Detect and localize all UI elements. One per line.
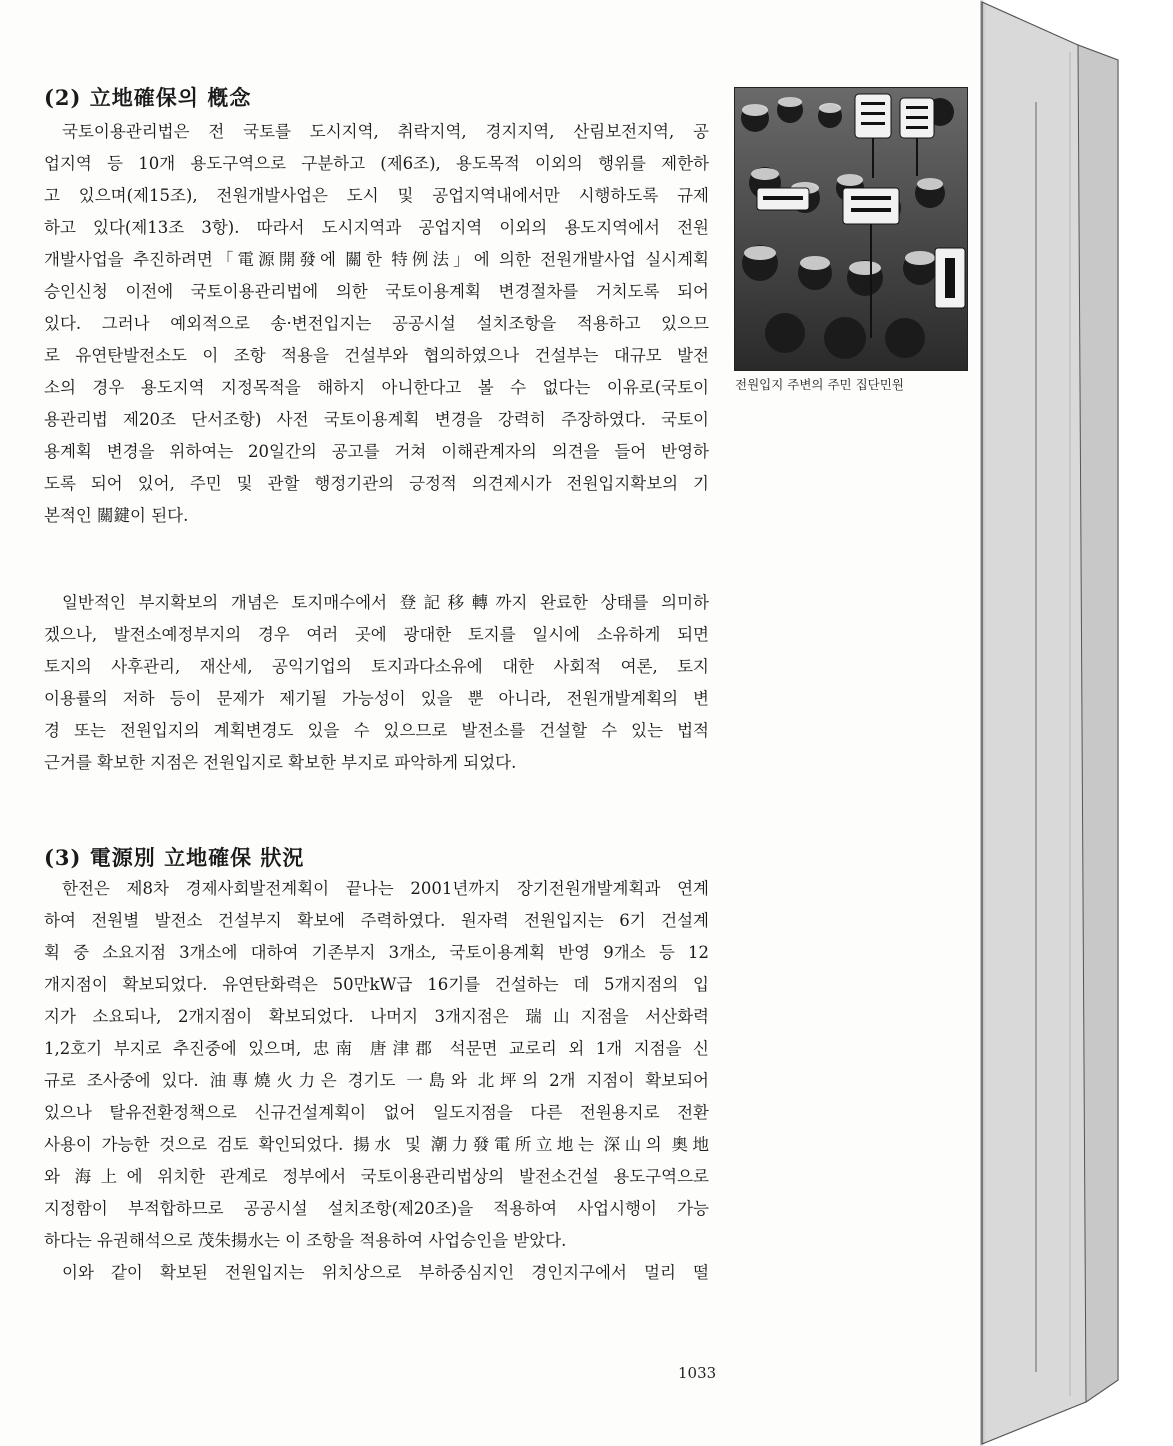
section-heading-3: (3) 電源別 立地確保 狀況 <box>44 845 305 870</box>
text-line: 로 유연탄발전소도 이 조항 적용을 건설부와 협의하였으나 건설부는 대규모 발전 <box>44 346 709 365</box>
text-line: 겠으나, 발전소예정부지의 경우 여러 곳에 광대한 토지를 일시에 소유하게 되면 <box>44 625 709 644</box>
text-line: 고 있으며(제15조), 전원개발사업은 도시 및 공업지역내에서만 시행하도록 규제 <box>44 186 709 205</box>
text-line: 용관리법 제20조 단서조항) 사전 국토이용계획 변경을 강력히 주장하였다. 국토이 <box>44 410 709 429</box>
text-line: 규로 조사중에 있다. 油專燒火力은 경기도 一島와 北坪의 2개 지점이 확보되어 <box>44 1071 709 1090</box>
text-line: 도록 되어 있어, 주민 및 관할 행정기관의 긍정적 의견제시가 전원입지확보의 기 <box>44 474 709 493</box>
text-line: 용계획 변경을 위하여는 20일간의 공고를 거쳐 이해관계자의 의견을 들어 반영하 <box>44 442 709 461</box>
section-heading-2: (2) 立地確保의 槪念 <box>44 85 252 110</box>
section-3-paragraph-1 <box>44 873 709 1289</box>
text-line: 획 중 소요지점 3개소에 대하여 기존부지 3개소, 국토이용계획 반영 9개소 등 12 <box>44 943 709 962</box>
text-line: 근거를 확보한 지점은 전원입지로 확보한 부지로 파악하게 되었다. <box>44 753 517 772</box>
text-line: 소의 경우 용도지역 지정목적을 해하지 아니한다고 볼 수 없다는 이유로(국토이 <box>44 378 709 397</box>
photo-caption: 전원입지 주변의 주민 집단민원 <box>735 377 904 392</box>
text-line: 하고 있다(제13조 3항). 따라서 도시지역과 공업지역 이외의 용도지역에서 전원 <box>44 218 709 237</box>
text-line: 있으나 탈유전환정책으로 신규건설계획이 없어 일도지점을 다른 전원용지로 전환 <box>44 1103 709 1122</box>
protest-photo <box>734 87 968 371</box>
protest-crowd-image <box>735 88 967 370</box>
section-2-paragraph-1 <box>44 116 709 532</box>
text-line: 한전은 제8차 경제사회발전계획이 끝나는 2001년까지 장기전원개발계획과 연계 <box>62 879 709 898</box>
book-page-edges <box>978 0 1173 1446</box>
text-line: 지정함이 부적합하므로 공공시설 설치조항(제20조)을 적용하여 사업시행이 가능 <box>44 1199 709 1218</box>
text-line: 이용률의 저하 등이 문제가 제기될 가능성이 있을 뿐 아니라, 전원개발계획의 변 <box>44 689 709 708</box>
text-line: 개지점이 확보되었다. 유연탄화력은 50만kW급 16기를 건설하는 데 5개지점의 입 <box>44 975 709 994</box>
text-line: 일반적인 부지확보의 개념은 토지매수에서 登記移轉까지 완료한 상태를 의미하 <box>62 593 709 612</box>
text-line: 지가 소요되나, 2개지점이 확보되었다. 나머지 3개지점은 瑞山지점을 서산화력 <box>44 1007 709 1026</box>
text-line: 개발사업을 추진하려면「電源開發에 關한 特例法」에 의한 전원개발사업 실시계획 <box>44 250 709 269</box>
text-line: 하다는 유권해석으로 茂朱揚水는 이 조항을 적용하여 사업승인을 받았다. <box>44 1231 567 1250</box>
text-line: 본적인 關鍵이 된다. <box>44 506 189 525</box>
page-number: 1033 <box>678 1364 717 1382</box>
text-line: 있다. 그러나 예외적으로 송·변전입지는 공공시설 설치조항을 적용하고 있으므 <box>44 314 709 333</box>
text-line: 승인신청 이전에 국토이용관리법에 의한 국토이용계획 변경절차를 거치도록 되어 <box>44 282 709 301</box>
text-line: 사용이 가능한 것으로 검토 확인되었다. 揚水 및 潮力發電所立地는 深山의 奧地 <box>44 1135 709 1154</box>
text-line: 이와 같이 확보된 전원입지는 위치상으로 부하중심지인 경인지구에서 멀리 떨 <box>62 1263 709 1282</box>
text-line: 하여 전원별 발전소 건설부지 확보에 주력하였다. 원자력 전원입지는 6기 건설계 <box>44 911 709 930</box>
text-line: 국토이용관리법은 전 국토를 도시지역, 취락지역, 경지지역, 산림보전지역, 공 <box>62 122 709 141</box>
text-line: 토지의 사후관리, 재산세, 공익기업의 토지과다소유에 대한 사회적 여론, 토지 <box>44 657 709 676</box>
text-line: 업지역 등 10개 용도구역으로 구분하고 (제6조), 용도목적 이외의 행위를 제한하 <box>44 154 709 173</box>
section-2-paragraph-2 <box>44 587 709 779</box>
text-line: 와 海上에 위치한 관계로 정부에서 국토이용관리법상의 발전소건설 용도구역으로 <box>44 1167 709 1186</box>
text-line: 경 또는 전원입지의 계획변경도 있을 수 있으므로 발전소를 건설할 수 있는 법적 <box>44 721 709 740</box>
text-line: 1,2호기 부지로 추진중에 있으며, 忠南 唐津郡 석문면 교로리 외 1개 지점을 신 <box>44 1039 709 1058</box>
